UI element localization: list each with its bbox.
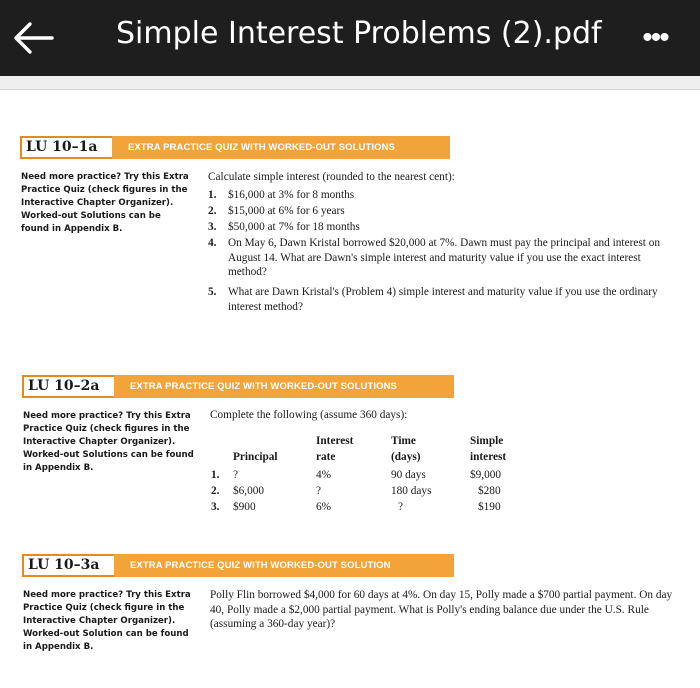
lu-badge: LU 10–2a bbox=[22, 375, 114, 398]
side-note-text: (check figures in the Interactive Chapter Organizer). Worked-out Solutions can be found in Appendix B. bbox=[21, 185, 188, 234]
side-note-bold: Need more practice? Try this Extra Practice Quiz bbox=[21, 172, 189, 195]
cell-interest: $190 bbox=[478, 501, 501, 513]
header-time: (days) bbox=[391, 451, 421, 463]
side-note bbox=[23, 410, 195, 475]
app-bar bbox=[0, 0, 700, 76]
section-header-lu-10-1a bbox=[20, 136, 450, 159]
more-options-button[interactable] bbox=[628, 21, 682, 54]
cell-rate: ? bbox=[316, 485, 322, 497]
cell-rate: 4% bbox=[316, 469, 332, 481]
quiz-item: 1. $16,000 at 3% for 8 months bbox=[208, 189, 355, 201]
row-number: 3. bbox=[211, 501, 220, 513]
quiz-item: 5. What are Dawn Kristal's (Problem 4) simple interest and maturity value if you use the ordinary interest method? bbox=[208, 286, 658, 313]
section-banner: EXTRA PRACTICE QUIZ WITH WORKED-OUT SOLUTIONS bbox=[114, 375, 454, 398]
side-note-bold: Need more practice? Try this Extra Practice Quiz bbox=[23, 590, 191, 613]
lu-badge: LU 10–3a bbox=[22, 554, 114, 577]
back-button[interactable] bbox=[8, 14, 60, 62]
quiz-item: 3. $50,000 at 7% for 18 months bbox=[208, 221, 360, 233]
quiz-item: 2. $15,000 at 6% for 6 years bbox=[208, 205, 345, 217]
row-number: 2. bbox=[211, 485, 220, 497]
cell-time: 90 days bbox=[391, 469, 426, 481]
side-note-text: (check figures in the Interactive Chapter Organizer). Worked-out Solutions can be found in Appendix B. bbox=[23, 424, 194, 473]
cell-principal: $900 bbox=[233, 501, 256, 513]
section-header-lu-10-2a bbox=[22, 375, 454, 398]
side-note bbox=[23, 589, 195, 654]
cell-time: ? bbox=[398, 501, 404, 513]
header-time: Time bbox=[391, 435, 416, 447]
header-interest-rate: rate bbox=[316, 451, 336, 463]
problem-text: Polly Flin borrowed $4,000 for 60 days at 4%. On day 15, Polly made a $700 partial payment. On day 40, Polly made a $2,000 partial payment. What is Polly's ending balance due under the U.S. Rule (assuming a 360-day year)? bbox=[210, 589, 673, 631]
cell-time: 180 days bbox=[391, 485, 432, 497]
section-banner: EXTRA PRACTICE QUIZ WITH WORKED-OUT SOLUTION bbox=[114, 554, 454, 577]
section-banner: EXTRA PRACTICE QUIZ WITH WORKED-OUT SOLUTIONS bbox=[112, 136, 450, 159]
lu-badge: LU 10–1a bbox=[20, 136, 112, 159]
section-header-lu-10-3a bbox=[22, 554, 454, 577]
quiz-item: 4. On May 6, Dawn Kristal borrowed $20,000 at 7%. Dawn must pay the principal and interest on August 14. What are Dawn's simple interest and maturity value if you use the exact interest method? bbox=[208, 237, 661, 279]
cell-principal: $6,000 bbox=[233, 485, 265, 497]
toolbar-divider bbox=[0, 76, 700, 90]
back-arrow-icon bbox=[12, 20, 56, 56]
side-note bbox=[21, 171, 191, 236]
quiz-intro: Calculate simple interest (rounded to the nearest cent): bbox=[208, 171, 455, 183]
more-dots-icon: ••• bbox=[642, 21, 668, 54]
row-number: 1. bbox=[211, 469, 220, 481]
side-note-text: (check figure in the Interactive Chapter Organizer). Worked-out Solution can be found in Appendix B. bbox=[23, 603, 189, 652]
cell-interest: $9,000 bbox=[470, 469, 502, 481]
table-intro: Complete the following (assume 360 days): bbox=[210, 409, 408, 421]
side-note-bold: Need more practice? Try this Extra Practice Quiz bbox=[23, 411, 191, 434]
cell-rate: 6% bbox=[316, 501, 332, 513]
cell-interest: $280 bbox=[478, 485, 501, 497]
header-interest-rate: Interest bbox=[316, 435, 354, 447]
header-principal: Principal bbox=[233, 451, 278, 463]
document-title: Simple Interest Problems (2).pdf bbox=[116, 16, 602, 51]
cell-principal: ? bbox=[233, 469, 239, 481]
header-simple-interest: interest bbox=[470, 451, 507, 463]
header-simple-interest: Simple bbox=[470, 435, 504, 447]
